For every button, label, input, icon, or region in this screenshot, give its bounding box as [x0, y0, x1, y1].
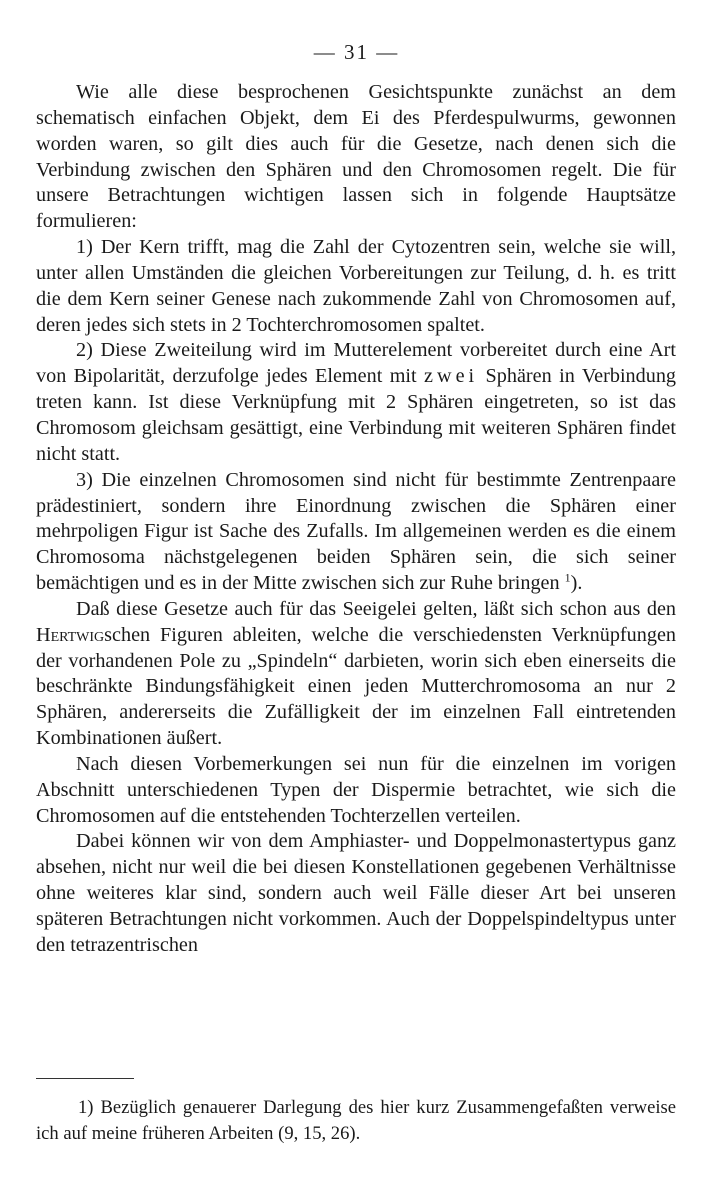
law-3-text-b: ).: [570, 572, 583, 595]
footnote-reference: 1: [564, 570, 571, 585]
seeigelei-text-b: schen Figuren ableiten, welche die verschiedensten Verknüpfungen der vorhandenen Pole zu „Spindeln“ darbieten, worin sich eben einerseits die beschränkte Bindungsfähigkeit einen jeden Mutterchromosoma an nur 2 Sphären, andererseits die Zufälligkeit der im einzelnen Fall eintretenden Kombinationen äußert.: [36, 623, 676, 750]
law-2-text-a: 2) Diese Zweiteilung wird im Mutterelement vorbereitet durch eine Art von Bipolarität, derzufolge jedes Element mit: [36, 339, 676, 388]
author-name-hertwig: Hertwig: [36, 623, 105, 646]
law-2-text-b: Sphären in Verbindung treten kann. Ist diese Verknüpfung mit 2 Sphären eingetreten, so ist das Chromosom gleichsam gesättigt, eine Verbindung mit weiteren Sphären findet nicht statt.: [36, 365, 677, 465]
law-3-text-a: 3) Die einzelnen Chromosomen sind nicht für bestimmte Zentrenpaare prädestiniert, sondern ihre Einordnung zwischen die Sphären einer mehrpoligen Figur ist Sache des Zufalls. Im allgemeinen werden es die einem Chromosoma nächstgelegenen beiden Sphären sein, die sich seiner bemächtigen und es in der Mitte zwischen sich zur Ruhe bringen: [36, 468, 676, 595]
paragraph-seeigelei: [36, 597, 676, 752]
emphasis-zwei: zwei: [424, 365, 479, 388]
paragraph-law-2: [36, 338, 676, 467]
paragraph-dispermie: Nach diesen Vorbemerkungen sei nun für die einzelnen im vorigen Abschnitt unterschiedenen Typen der Dispermie betrachtet, wie sich die Chromosomen auf die entstehenden Tochterzellen verteilen.: [36, 752, 676, 827]
seeigelei-text-a: Daß diese Gesetze auch für das Seeigelei gelten, läßt sich schon aus den: [76, 597, 676, 620]
footnote: 1) Bezüglich genauerer Darlegung des hier kurz Zusammengefaßten verweise ich auf meine früheren Arbeiten (9, 15, 26).: [36, 1097, 676, 1144]
paragraph-law-1: 1) Der Kern trifft, mag die Zahl der Cytozentren sein, welche sie will, unter allen Umständen die gleichen Vorbereitungen zur Teilung, d. h. es tritt die dem Kern seiner Genese nach zukommende Zahl von Chromosomen auf, deren jedes sich stets in 2 Tochterchromosomen spaltet.: [36, 236, 676, 336]
paragraph-law-3: [36, 468, 676, 597]
page-number: — 31 —: [313, 40, 400, 64]
paragraph-intro: Wie alle diese besprochenen Gesichtspunkte zunächst an dem schematisch einfachen Objekt, dem Ei des Pferdespulwurms, gewonnen worden waren, so gilt dies auch für die Gesetze, nach denen sich die Verbindung zwischen den Sphären und den Chromosomen regelt. Die für unsere Betrachtungen wichtigen lassen sich in folgende Hauptsätze formulieren:: [36, 81, 676, 233]
footnote-divider: [36, 1078, 134, 1079]
paragraph-typen: Dabei können wir von dem Amphiaster- und Doppelmonastertypus ganz absehen, nicht nur weil die bei diesen Konstellationen gegebenen Verhältnisse ohne weiteres klar sind, sondern auch weil Fälle dieser Art bei unseren späteren Betrachtungen nicht vorkommen. Auch der Doppelspindeltypus unter den tetrazentrischen: [36, 830, 676, 956]
body-text: [36, 80, 676, 959]
